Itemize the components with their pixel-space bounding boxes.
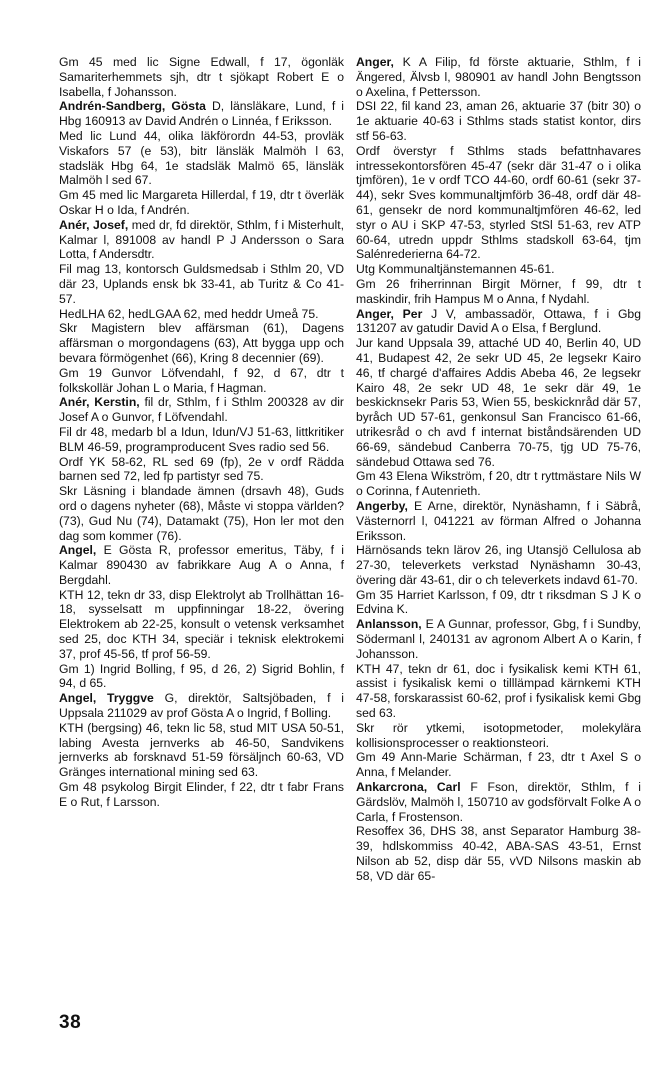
entry-header bbox=[59, 218, 344, 262]
entry-intro: G, direktör, Saltsjöbaden, f i Uppsala 211029 av prof Gösta A o Ingrid, f Bolling. bbox=[59, 691, 344, 721]
entry-ankarcrona bbox=[356, 780, 641, 884]
entry-anger-per bbox=[356, 307, 641, 499]
entry-line: Ordf YK 58-62, RL sed 69 (fp), 2e v ordf Rädda barnen sed 72, led fp partistyr sed 75. bbox=[59, 454, 344, 484]
entry-line: Skr rör ytkemi, isotopmetoder, molekylära kollisionsprocesser o reaktionsteori. bbox=[356, 720, 641, 750]
entry-anger-filip bbox=[356, 55, 641, 307]
entry-header bbox=[59, 395, 344, 425]
entry-intro: E Arne, direktör, Nynäshamn, f i Säbrå, Västernorrl l, 041221 av förman Alfred o Johanna Eriksson. bbox=[356, 498, 641, 543]
entry-name: Angel, Tryggve bbox=[59, 691, 154, 706]
entry-intro: E Gösta R, professor emeritus, Täby, f i Kalmar 890430 av fabrikkare Aug A o Anna, f Bergdahl. bbox=[59, 543, 344, 587]
entry-line: Gm 48 psykolog Birgit Elinder, f 22, dtr t fabr Frans E o Rut, f Larsson. bbox=[59, 780, 344, 809]
entry-aner-kerstin bbox=[59, 395, 344, 543]
entry-header bbox=[356, 55, 641, 99]
entry-header bbox=[356, 780, 641, 824]
entry-line: KTH (bergsing) 46, tekn lic 58, stud MIT USA 50-51, labing Avesta jernverks ab 46-50, Sandvikens jernverks ab forsknavd 51-59 försäljnch 60-63, VD Gränges international mining sed 63. bbox=[59, 720, 344, 780]
entry-line: Fil dr 48, medarb bl a Idun, Idun/VJ 51-63, littkritiker BLM 46-59, programproducent Sves radio sed 56. bbox=[59, 424, 344, 454]
entry-intro: E A Gunnar, professor, Gbg, f i Sundby, Södermanl l, 240131 av agronom Albert A o Karin, f Johansson. bbox=[356, 617, 641, 661]
entry-intro: K A Filip, fd förste aktuarie, Sthlm, f i Ängered, Älvsb l, 980901 av handl John Bengtsson o Axelina, f Pettersson. bbox=[356, 55, 641, 99]
entry-intro: F Fson, direktör, Sthlm, f i Gärdslöv, Malmöh l, 150710 av godsförvalt Folke A o Carla, f Frostenson. bbox=[356, 780, 641, 824]
entry-line: Fil mag 13, kontorsch Guldsmedsab i Sthlm 20, VD där 23, Uplands ensk bk 33-41, ab Turitz & Co 41-57. bbox=[59, 262, 344, 306]
entry-name: Andrén-Sandberg, Gösta bbox=[59, 99, 206, 114]
entry-line: Gm 49 Ann-Marie Schärman, f 23, dtr t Axel S o Anna, f Melander. bbox=[356, 750, 641, 780]
entry-header bbox=[356, 617, 641, 661]
entry-line: Med lic Lund 44, olika läkförordn 44-53, provläk Viskafors 57 (e 53), bitr länsläk Malmöh l 63, stadsläk Hbg 64, 1e stadsläk Malmö 65, länsläk Malmöh l sed 67. bbox=[59, 128, 344, 188]
entry-line: Gm 43 Elena Wikström, f 20, dtr t ryttmästare Nils W o Corinna, f Autenrieth. bbox=[356, 469, 641, 499]
entry-line: KTH 12, tekn dr 33, disp Elektrolyt ab Trollhättan 16-18, sysselsatt m uppfinningar 18-22, övering Elektrokem ab 22-25, konsult o vetensk verksamhet sed 25, doc KTH 34, speciär i teknisk elektrokemi 37, prof 45-56, tf prof 56-59. bbox=[59, 587, 344, 661]
entry-name: Angel, bbox=[59, 543, 97, 558]
entry-name: Angerby, bbox=[356, 498, 408, 513]
entry-intro: D, länsläkare, Lund, f i Hbg 160913 av David Andrén o Linnéa, f Eriksson. bbox=[59, 99, 344, 129]
entry-angel-gosta bbox=[59, 543, 344, 691]
entry-line: Gm 19 Gunvor Löfvendahl, f 92, d 67, dtr t folkskollär Johan L o Maria, f Hagman. bbox=[59, 365, 344, 395]
entry-line: HedLHA 62, hedLGAA 62, med heddr Umeå 75. bbox=[59, 306, 319, 321]
entry-line: Ordf överstyr f Sthlms stads befattnhavares intressekontorsfören 45-47 (sekr där 31-47 o i olika tjmfören), 1e v ordf TCO 44-60, ordf 60-61 (sekr 37-44), sekr Sves kommunaltjmförb 36-48, ordf där 48-61, gensekr de nord kommunaltjmfören 46-62, led styr o AU i SKP 47-53, styrled StSl 51-63, rev ATP 60-64, utredn uppdr Sthlms stadskoll 63-64, tjm Salénrederierna 64-72. bbox=[356, 143, 641, 262]
entry-aner-josef bbox=[59, 218, 344, 396]
entry-name: Anlansson, bbox=[356, 617, 422, 632]
entry-line: Skr Läsning i blandade ämnen (drsavh 48), Guds ord o dagens nyheter (68), Måste vi stoppa världen? (73), Gud Nu (74), Datamakt (75), Hon ler mot den dag som kommer (76). bbox=[59, 484, 344, 543]
entry-continuation bbox=[59, 55, 344, 99]
entry-line: Gm 45 med lic Signe Edwall, f 17, ögonläk Samariterhemmets sjh, dtr t sjökapt Robert E o Isabella, f Johansson. bbox=[59, 55, 344, 99]
entry-name: Anger, Per bbox=[356, 306, 423, 321]
entry-line: Gm 26 friherrinnan Birgit Mörner, f 99, dtr t maskindir, frih Hampus M o Anna, f Nydahl. bbox=[356, 276, 641, 306]
entry-anlansson bbox=[356, 617, 641, 780]
entry-line: Skr Magistern blev affärsman (61), Dagens affärsman o morgondagens (63), Att bygga upp och bevara förmögenhet (66), Kring 8 decennier (69). bbox=[59, 321, 344, 365]
entry-header bbox=[59, 99, 344, 129]
entry-andren-sandberg bbox=[59, 99, 344, 217]
entry-line: DSI 22, fil kand 23, aman 26, aktuarie 37 (bitr 30) o 1e aktuarie 40-63 i Sthlms stads statist kontor, dirs stf 56-63. bbox=[356, 99, 641, 143]
entry-line: Resoffex 36, DHS 38, anst Separator Hamburg 38-39, hdlskommiss 40-42, ABA-SAS 43-51, Ernst Nilson ab 52, disp där 55, vVD Nilsons maskin ab 58, VD där 65- bbox=[356, 824, 641, 883]
entry-line: Gm 1) Ingrid Bolling, f 95, d 26, 2) Sigrid Bohlin, f 94, d 65. bbox=[59, 661, 344, 691]
entry-header bbox=[59, 543, 344, 587]
entry-line: Gm 45 med lic Margareta Hillerdal, f 19, dtr t överläk Oskar H o Ida, f Andrén. bbox=[59, 188, 344, 217]
entry-header bbox=[356, 307, 641, 337]
entry-header bbox=[356, 499, 641, 543]
entry-name: Anér, Kerstin, bbox=[59, 395, 140, 410]
entry-angel-tryggve bbox=[59, 691, 344, 809]
entry-header bbox=[59, 691, 344, 721]
entry-line: Gm 35 Harriet Karlsson, f 09, dtr t riksdman S J K o Edvina K. bbox=[356, 587, 641, 617]
entry-name: Ankarcrona, Carl bbox=[356, 780, 461, 795]
entry-line: Utg Kommunaltjänstemannen 45-61. bbox=[356, 262, 555, 277]
entry-name: Anér, Josef, bbox=[59, 217, 129, 232]
entry-line: KTH 47, tekn dr 61, doc i fysikalisk kemi KTH 61, assist i fysikalisk kemi o tilllämpad kärnkemi KTH 47-58, forskarassist 60-62, prof i fysikalisk kemi Gbg sed 63. bbox=[356, 661, 641, 721]
entry-name: Anger, bbox=[356, 55, 394, 69]
entry-intro: med dr, fd direktör, Sthlm, f i Misterhult, Kalmar l, 891008 av handl P J Andersson o Sara Lotta, f Andersdtr. bbox=[59, 217, 344, 262]
entry-angerby bbox=[356, 499, 641, 617]
entry-intro: fil dr, Sthlm, f i Sthlm 200328 av dir Josef A o Gunvor, f Löfvendahl. bbox=[59, 395, 344, 425]
entry-intro: J V, ambassadör, Ottawa, f i Gbg 131207 av gatudir David A o Elsa, f Berglund. bbox=[356, 306, 641, 336]
entry-line: Härnösands tekn lärov 26, ing Utansjö Cellulosa ab 27-30, televerkets verkstad Nynäshamn 30-43, övering där 43-61, dir o ch televerkets indavd 61-70. bbox=[356, 543, 641, 587]
left-column bbox=[59, 55, 344, 810]
entry-line: Jur kand Uppsala 39, attaché UD 40, Berlin 40, UD 41, Budapest 42, 2e sekr UD 45, 2e legsekr Kairo 46, tf chargé d'affaires Addis Abeba 46, 2e legsekr Kairo 48, 2e sekr UD 48, 1e sekr där 49, 1e beskicknsekr Paris 53, Wien 55, beskicknråd där 57, byråch UD 57-61, genkonsul San Francisco 61-66, utrikesråd o ch avd f internat biståndsärenden UD 66-69, sändebud Canberra 70-75, tjg UD 75-76, sändebud Ottawa sed 76. bbox=[356, 336, 641, 469]
page-number: 38 bbox=[59, 1012, 82, 1033]
right-column bbox=[356, 55, 641, 884]
